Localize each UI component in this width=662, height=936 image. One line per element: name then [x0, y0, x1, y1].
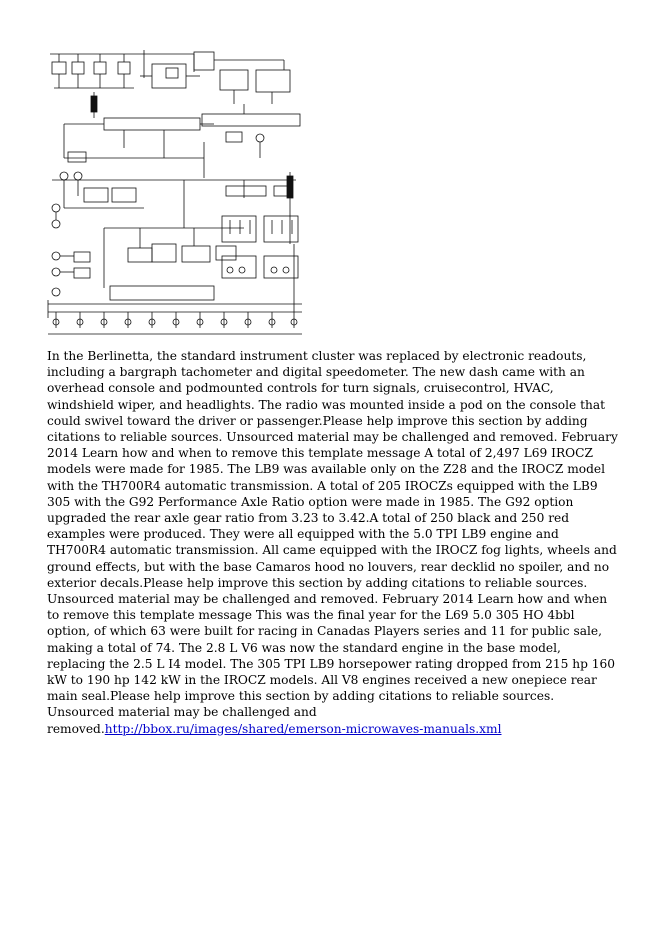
wiring-diagram-image	[44, 48, 306, 338]
wiring-diagram-svg	[44, 48, 306, 338]
article-link[interactable]: http://bbox.ru/images/shared/emerson-microwaves-manuals.xml	[104, 721, 502, 736]
article-text: In the Berlinetta, the standard instrument cluster was replaced by electronic readouts, including a bargraph tachometer and digital speedometer. The new dash came with an overhead console and podmounted controls for turn signals, cruisecontrol, HVAC, windshield wiper, and headlights. The radio was mounted inside a pod on the console that could swivel toward the driver or passenger.Please help improve this section by adding citations to reliable sources. Unsourced material may be challenged and removed. February 2014 Learn how and when to remove this template message A total of 2,497 L69 IROCZ models were made for 1985. The LB9 was available only on the Z28 and the IROCZ model with the TH700R4 automatic transmission. A total of 205 IROCZs equipped with the LB9 305 with the G92 Performance Axle Ratio option were made in 1985. The G92 option upgraded the rear axle gear ratio from 3.23 to 3.42.A total of 250 black and 250 red examples were produced. They were all equipped with the 5.0 TPI LB9 engine and TH700R4 automatic transmission. All came equipped with the IROCZ fog lights, wheels and ground effects, but with the base Camaros hood no louvers, rear decklid no spoiler, and no exterior decals.Please help improve this section by adding citations to reliable sources. Unsourced material may be challenged and removed. February 2014 Learn how and when to remove this template message This was the final year for the L69 5.0 305 HO 4bbl option, of which 63 were built for racing in Canadas Players series and 11 for public sale, making a total of 74. The 2.8 L V6 was now the standard engine in the base model, replacing the 2.5 L I4 model. The 305 TPI LB9 horsepower rating dropped from 215 hp 160 kW to 190 hp 142 kW in the IROCZ models. All V8 engines received a new onepiece rear main seal.Please help improve this section by adding citations to reliable sources. Unsourced material may be challenged and removed.	[47, 349, 618, 736]
article-paragraph	[47, 348, 619, 737]
